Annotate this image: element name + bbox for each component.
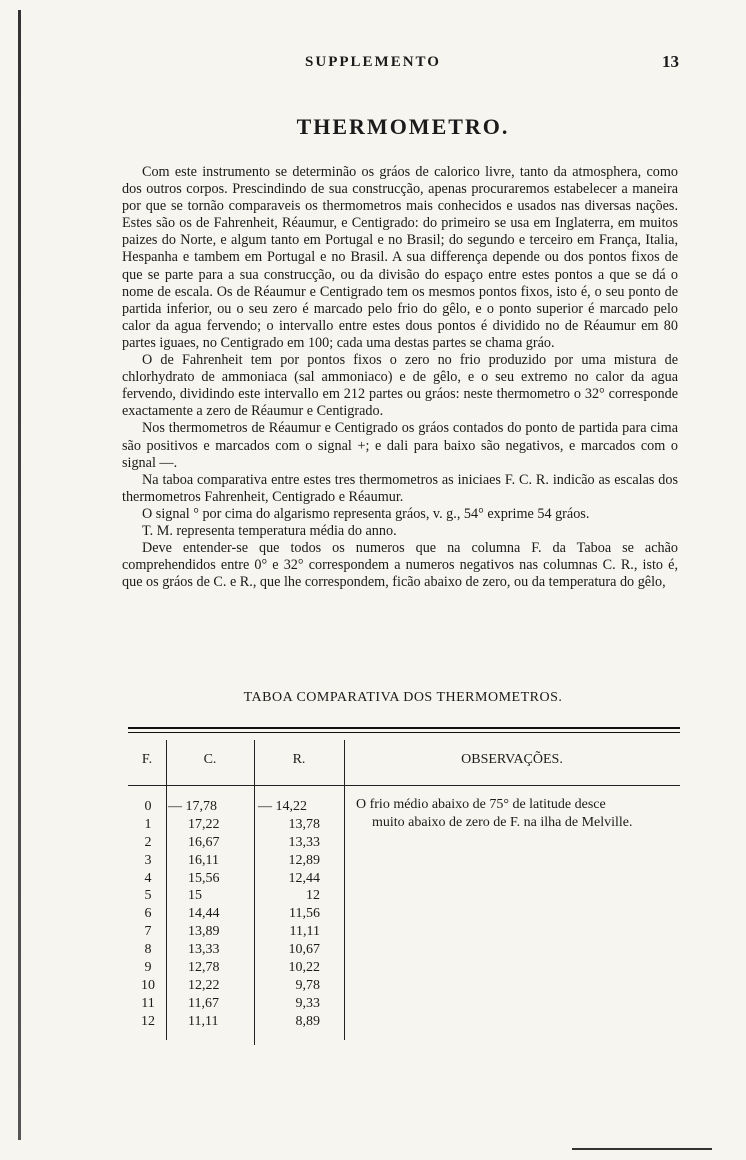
table-cell: 10 <box>141 977 155 993</box>
table-cell: 15 <box>188 888 202 904</box>
column-header-observations: OBSERVAÇÕES. <box>461 752 563 767</box>
table-cell: 13,33 <box>288 834 320 850</box>
table-cell: 8,89 <box>295 1013 320 1029</box>
table-cell: 17,22 <box>188 816 220 832</box>
table-cell: 12,78 <box>188 960 220 976</box>
paragraph: Nos thermometros de Réaumur e Centigrado os gráos contados do ponto de partida para cima são positivos e marcados com o signal +; e dali para baixo são negativos, e marcados com o signal —. <box>122 420 678 471</box>
column-header-f: F. <box>141 752 153 767</box>
table-cell: 13,78 <box>288 816 320 832</box>
paragraph: O de Fahrenheit tem por pontos fixos o zero no frio produzido por uma mistura de chlorhydrato de ammoniaca (sal ammoniaco) e de gêlo, e o seu extremo no calor da agua fervendo, dividindo este intervallo em 212 partes ou gráos: neste thermometro o 32° corresponde exactamente a zero de Réaumur e Centigrado. <box>122 352 678 420</box>
paragraph: Na taboa comparativa entre estes tres thermometros as iniciaes F. C. R. indicão as escalas dos thermometros Fahrenheit, Centigrado e Réaumur. <box>122 471 678 505</box>
table-cell: — 14,22 <box>258 799 307 814</box>
table-title: TABOA COMPARATIVA DOS THERMOMETROS. <box>243 690 563 705</box>
body-text <box>122 164 678 591</box>
column-divider <box>344 740 345 1040</box>
column-header-r: R. <box>292 752 306 767</box>
observations-cell <box>356 796 686 831</box>
table-cell: 1 <box>144 816 152 832</box>
table-cell: 13,33 <box>188 942 220 958</box>
table-cell: 15,56 <box>188 870 220 886</box>
table-cell: 11,67 <box>188 995 219 1011</box>
table-cell: 5 <box>144 888 152 904</box>
table-cell: 13,89 <box>188 924 220 940</box>
running-head: SUPPLEMENTO <box>305 54 441 70</box>
bottom-ornament-rule <box>572 1148 712 1154</box>
table-cell: — 17,78 <box>168 799 217 814</box>
paragraph: O signal ° por cima do algarismo representa gráos, v. g., 54° exprime 54 gráos. <box>142 505 590 522</box>
table-cell: 12,89 <box>288 852 320 868</box>
table-cell: 10,67 <box>288 942 320 958</box>
table-cell: 12 <box>141 1013 155 1029</box>
table-header-rule <box>128 785 680 786</box>
column-fahrenheit <box>130 798 166 1031</box>
column-reaumur <box>256 798 344 1031</box>
table-cell: 3 <box>144 852 152 868</box>
table-cell: 11,11 <box>289 924 320 940</box>
table-cell: 12 <box>306 888 320 904</box>
page-title: THERMOMETRO. <box>296 114 510 139</box>
column-divider <box>166 740 167 1040</box>
table-top-rule <box>128 727 680 733</box>
table-cell: 9,33 <box>295 995 320 1011</box>
column-divider <box>254 740 255 1045</box>
page-number: 13 <box>662 52 679 71</box>
table-cell: 6 <box>144 906 152 922</box>
table-cell: 9 <box>144 960 152 976</box>
table-cell: 16,11 <box>188 852 219 868</box>
table-cell: 12,22 <box>188 977 220 993</box>
table-cell: 0 <box>144 799 152 814</box>
table-cell: 11,11 <box>188 1013 219 1029</box>
table-cell: 16,67 <box>188 834 220 850</box>
column-centigrado <box>168 798 254 1031</box>
table-cell: 4 <box>144 870 152 886</box>
table-cell: 11,56 <box>289 906 320 922</box>
table-cell: 2 <box>144 834 152 850</box>
paragraph: T. M. representa temperatura média do anno. <box>142 522 397 539</box>
table-cell: 10,22 <box>288 960 320 976</box>
observation-line: muito abaixo de zero de F. na ilha de Melville. <box>372 814 633 830</box>
table-cell: 11 <box>141 995 155 1011</box>
paragraph: Com este instrumento se determinão os gráos de calorico livre, tanto da atmosphera, como dos outros corpos. Prescindindo de sua construcção, apenas procuraremos estabelecer a maneira por que se tornão comparaveis os thermometros mais conhecidos e usados nas diversas nações. Estes são os de Fahrenheit, Réaumur, e Centigrado: do primeiro se usa em Inglaterra, em muitos paizes do Norte, e algum tanto em Portugal e no Brasil; do segundo e terceiro em França, Italia, Hespanha e tambem em Portugal e no Brasil. A sua differença depende ou dos pontos fixos de que se parte para a sua construcção, ou da divisão do espaço entre estes pontos a que se dá o nome de escala. Os de Réaumur e Centigrado tem os mesmos pontos fixos, isto é, o seu ponto de partida inferior, ou o seu zero é marcado pelo frio do gêlo, e o ponto superior é marcado pelo calor da agua fervendo; o intervallo entre estes dous pontos é dividido no de Réaumur em 80 partes iguaes, no Centigrado em 100; cada uma destas partes se chama gráo. <box>122 164 678 351</box>
table-cell: 8 <box>144 942 152 958</box>
table-cell: 7 <box>144 924 152 940</box>
table-cell: 12,44 <box>288 870 320 886</box>
column-header-c: C. <box>203 752 217 767</box>
observation-line: O frio médio abaixo de 75° de latitude desce <box>356 797 606 812</box>
table-cell: 14,44 <box>188 906 220 922</box>
table-cell: 9,78 <box>295 977 320 993</box>
paragraph: Deve entender-se que todos os numeros que na columna F. da Taboa se achão comprehendidos entre 0° e 32° correspondem a numeros negativos nas columnas C. R., isto é, que os gráos de C. e R., que lhe correspondem, ficão abaixo de zero, ou da temperatura do gêlo, <box>122 540 678 591</box>
page-binding-edge <box>18 10 21 1140</box>
